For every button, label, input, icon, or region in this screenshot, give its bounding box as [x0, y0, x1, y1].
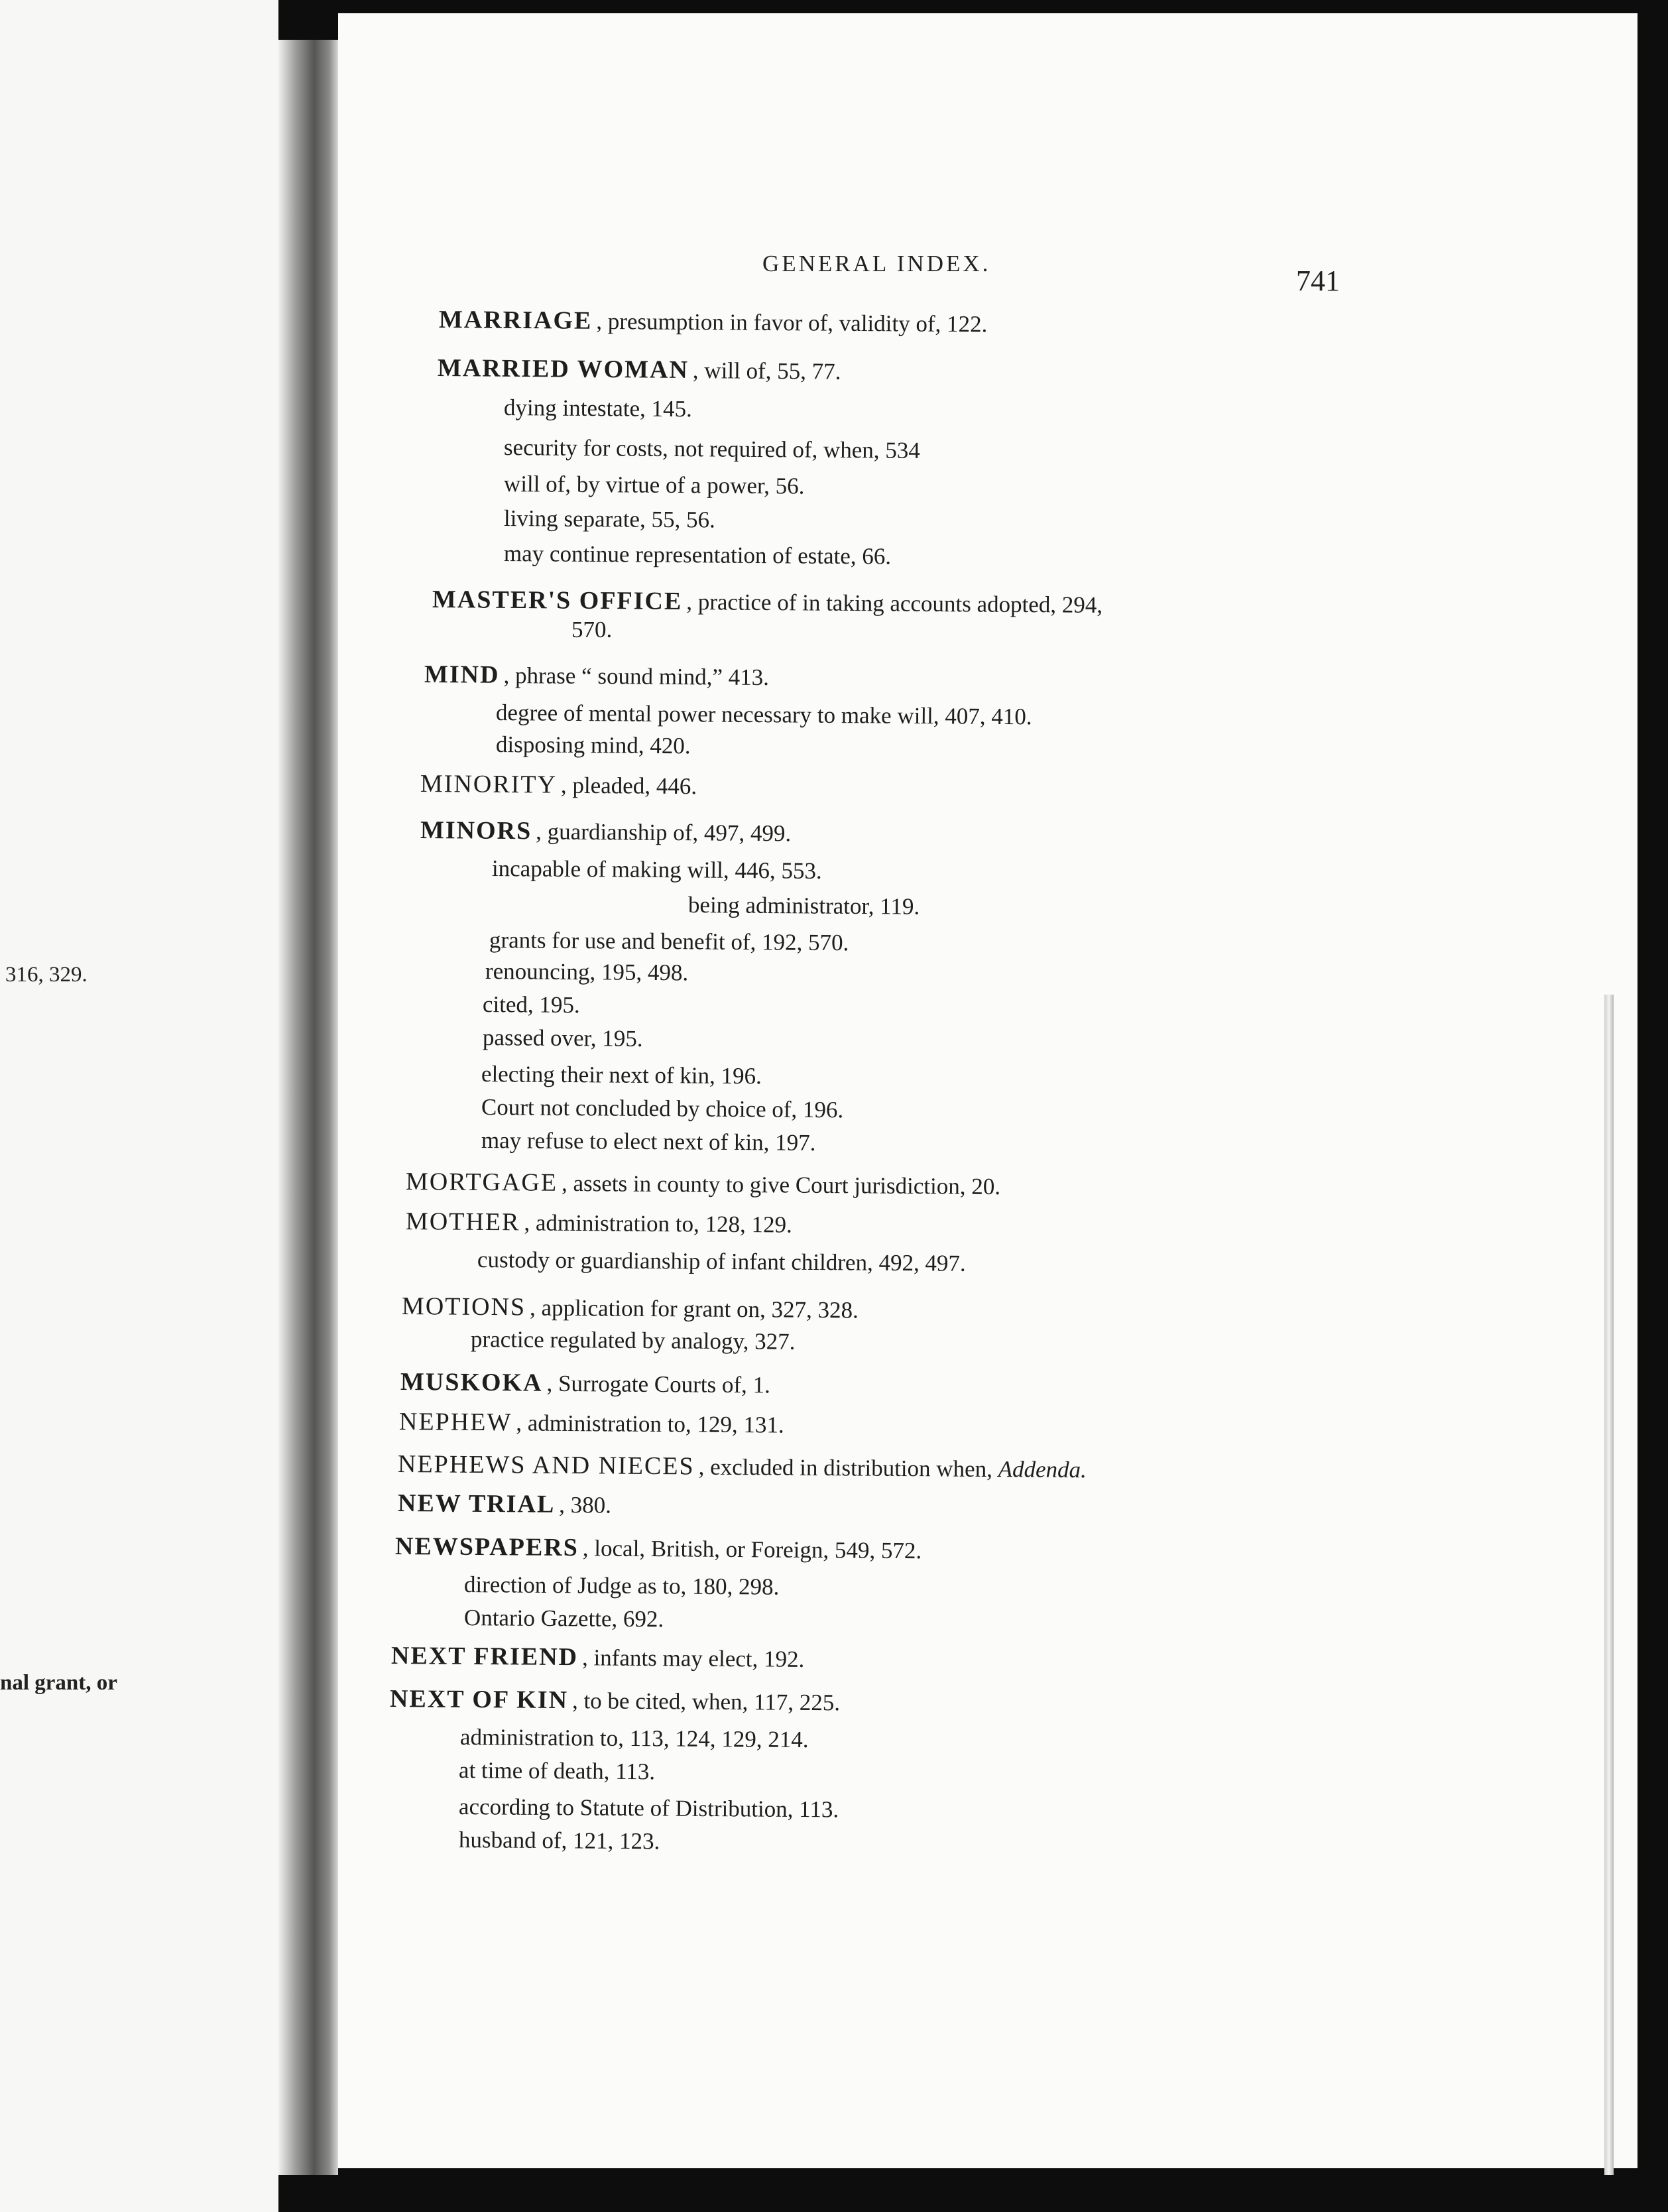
index-subentry: at time of death, 113. [458, 1757, 656, 1785]
entry-text: , administration to, 129, 131. [516, 1410, 784, 1438]
entry-heading: NEWSPAPERS [394, 1532, 579, 1562]
entry-text: , to be cited, when, 117, 225. [571, 1688, 841, 1716]
entry-text: , phrase “ sound mind,” 413. [503, 662, 770, 691]
entry-heading: MUSKOKA [400, 1368, 543, 1397]
index-entry [432, 585, 1103, 619]
page-edge [1604, 995, 1614, 2175]
index-entry [406, 1207, 792, 1239]
index-subentry: dying intestate, 145. [503, 395, 693, 422]
index-subentry: direction of Judge as to, 180, 298. [463, 1571, 780, 1600]
entry-text: , assets in county to give Court jurisdiction, 20. [561, 1170, 1001, 1200]
index-subentry: will of, by virtue of a power, 56. [503, 471, 805, 499]
index-entry [438, 353, 841, 386]
entry-text: , infants may elect, 192. [581, 1644, 805, 1672]
left-page-fragment-1: 316, 329. [5, 963, 88, 987]
index-entry [398, 1449, 1087, 1484]
index-entry [390, 1684, 840, 1717]
index-subentry: cited, 195. [482, 991, 580, 1018]
entry-text: , local, British, or Foreign, 549, 572. [582, 1535, 922, 1564]
index-entry [402, 1292, 859, 1324]
entry-text: , 380. [559, 1491, 612, 1518]
entry-text: , guardianship of, 497, 499. [536, 818, 792, 847]
index-subentry: renouncing, 195, 498. [485, 958, 689, 986]
entry-heading: NEPHEW [398, 1408, 512, 1437]
running-head: GENERAL INDEX. [762, 251, 991, 276]
index-subentry: administration to, 113, 124, 129, 214. [459, 1724, 809, 1753]
entry-heading: NEXT OF KIN [389, 1685, 569, 1715]
index-entry [395, 1532, 922, 1565]
index-entry [399, 1407, 784, 1440]
index-subentry: disposing mind, 420. [495, 731, 691, 759]
index-subentry: grants for use and benefit of, 192, 570. [489, 927, 849, 956]
index-entry [398, 1489, 611, 1520]
index-subentry: Ontario Gazette, 692. [463, 1605, 664, 1632]
index-subentry: husband of, 121, 123. [458, 1827, 660, 1855]
index-entry [391, 1641, 805, 1674]
index-subentry: custody or guardianship of infant children, 492, 497. [477, 1247, 966, 1276]
left-facing-page [0, 0, 278, 2212]
index-subentry: practice regulated by analogy, 327. [470, 1326, 796, 1355]
entry-text: , application for grant on, 327, 328. [529, 1294, 859, 1323]
entry-heading: MORTGAGE [405, 1168, 558, 1197]
entry-heading: NEXT FRIEND [390, 1642, 579, 1672]
entry-heading: MINORITY [420, 770, 558, 799]
index-subentry: may continue representation of estate, 66. [503, 540, 892, 570]
entry-text: , Surrogate Courts of, 1. [546, 1370, 771, 1398]
entry-text: , pleaded, 446. [560, 772, 697, 800]
book-gutter [278, 40, 338, 2175]
index-subentry: passed over, 195. [482, 1024, 643, 1052]
index-subentry: degree of mental power necessary to make will, 407, 410. [495, 700, 1032, 730]
entry-italic-text: Addenda. [998, 1456, 1087, 1483]
index-subentry: living separate, 55, 56. [503, 505, 715, 533]
index-subentry: Court not concluded by choice of, 196. [481, 1094, 844, 1123]
index-subentry: security for costs, not required of, when, 534 [503, 434, 921, 463]
entry-text: , presumption in favor of, validity of, 122. [596, 308, 988, 338]
index-entry [400, 1367, 770, 1399]
index-subentry: may refuse to elect next of kin, 197. [481, 1127, 816, 1156]
index-subentry: being administrator, 119. [687, 892, 920, 920]
index-entry [424, 660, 769, 692]
entry-heading: MARRIAGE [438, 306, 593, 335]
page-number: 741 [1296, 265, 1340, 297]
entry-text: , excluded in distribution when, [698, 1453, 998, 1483]
left-page-fragment-2: nal grant, or [0, 1671, 117, 1695]
index-subentry: electing their next of kin, 196. [481, 1061, 762, 1089]
entry-heading: NEW TRIAL [397, 1489, 556, 1518]
entry-heading: MASTER'S OFFICE [432, 585, 683, 615]
entry-text: , administration to, 128, 129. [524, 1209, 793, 1238]
index-subentry: incapable of making will, 446, 553. [491, 855, 822, 884]
entry-heading: MARRIED WOMAN [437, 354, 689, 384]
index-subentry: 570. [571, 617, 613, 643]
index-entry [439, 305, 988, 338]
entry-heading: NEPHEWS AND NIECES [397, 1450, 695, 1481]
entry-heading: MIND [424, 660, 500, 689]
index-entry [420, 769, 697, 800]
entry-heading: MINORS [420, 816, 532, 845]
entry-text: , practice of in taking accounts adopted, 294, [686, 589, 1103, 618]
entry-text: , will of, 55, 77. [692, 357, 841, 385]
entry-heading: MOTIONS [401, 1292, 526, 1321]
index-entry [406, 1167, 1000, 1201]
index-subentry: according to Statute of Distribution, 113. [458, 1794, 839, 1823]
index-entry [420, 816, 792, 847]
entry-heading: MOTHER [405, 1207, 520, 1237]
